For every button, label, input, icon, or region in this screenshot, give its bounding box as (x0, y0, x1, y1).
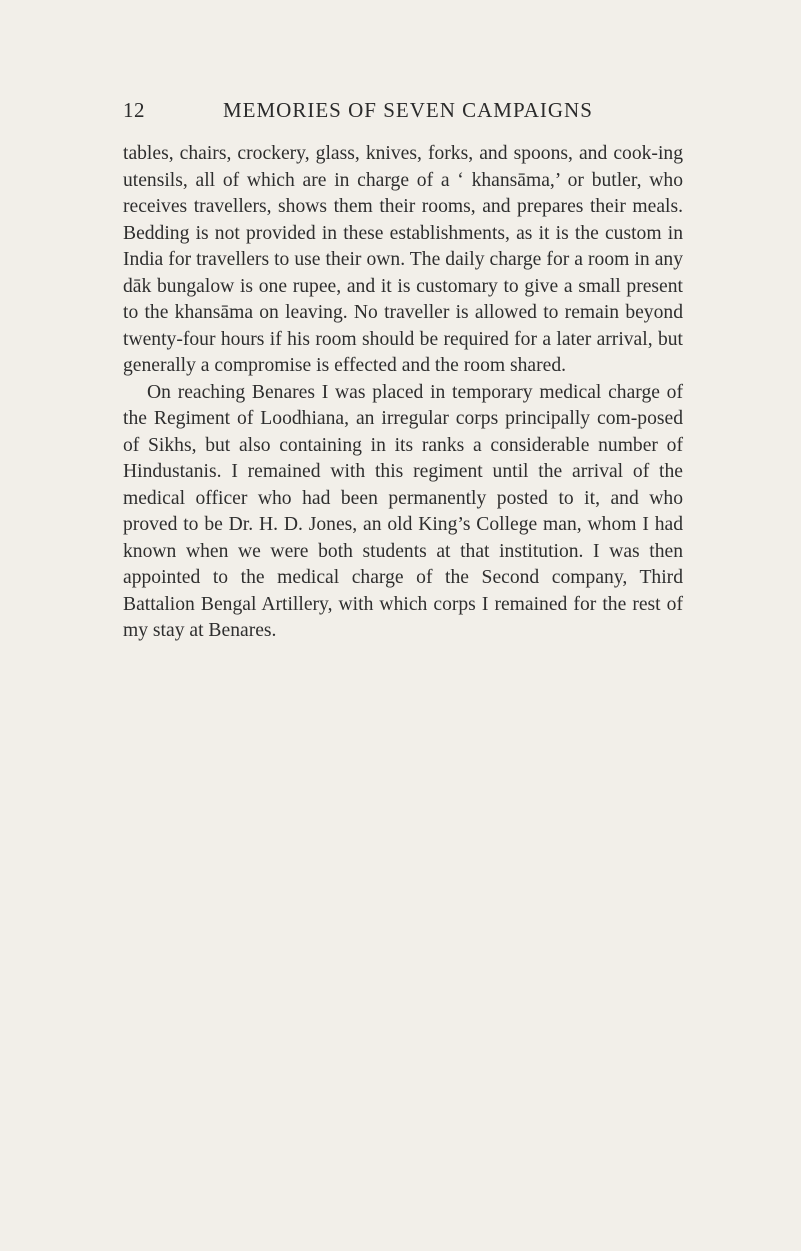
page-number: 12 (123, 98, 145, 122)
page-header (123, 98, 683, 128)
body-text (123, 141, 683, 645)
paragraph-2: On reaching Benares I was placed in temporary medical charge of the Regiment of Loodhiana, an irregular corps principally com-posed of Sikhs, but also containing in its ranks a considerable number of Hindustanis. I remained with this regiment until the arrival of the medical officer who had been permanently posted to it, and who proved to be Dr. H. D. Jones, an old King’s College man, whom I had known when we were both students at that institution. I was then appointed to the medical charge of the Second company, Third Battalion Bengal Artillery, with which corps I remained for the rest of my stay at Benares. (123, 381, 683, 641)
running-head: MEMORIES OF SEVEN CAMPAIGNS (223, 98, 593, 122)
paragraph-1: tables, chairs, crockery, glass, knives, forks, and spoons, and cook-ing utensils, all of which are in charge of a ‘ khansāma,’ or butler, who receives travellers, shows them their rooms, and prepares their meals. Bedding is not provided in these establishments, as it is the custom in India for travellers to use their own. The daily charge for a room in any dāk bungalow is one rupee, and it is customary to give a small present to the khansāma on leaving. No traveller is allowed to remain beyond twenty-four hours if his room should be required for a later arrival, but generally a compromise is effected and the room shared. (123, 143, 683, 376)
